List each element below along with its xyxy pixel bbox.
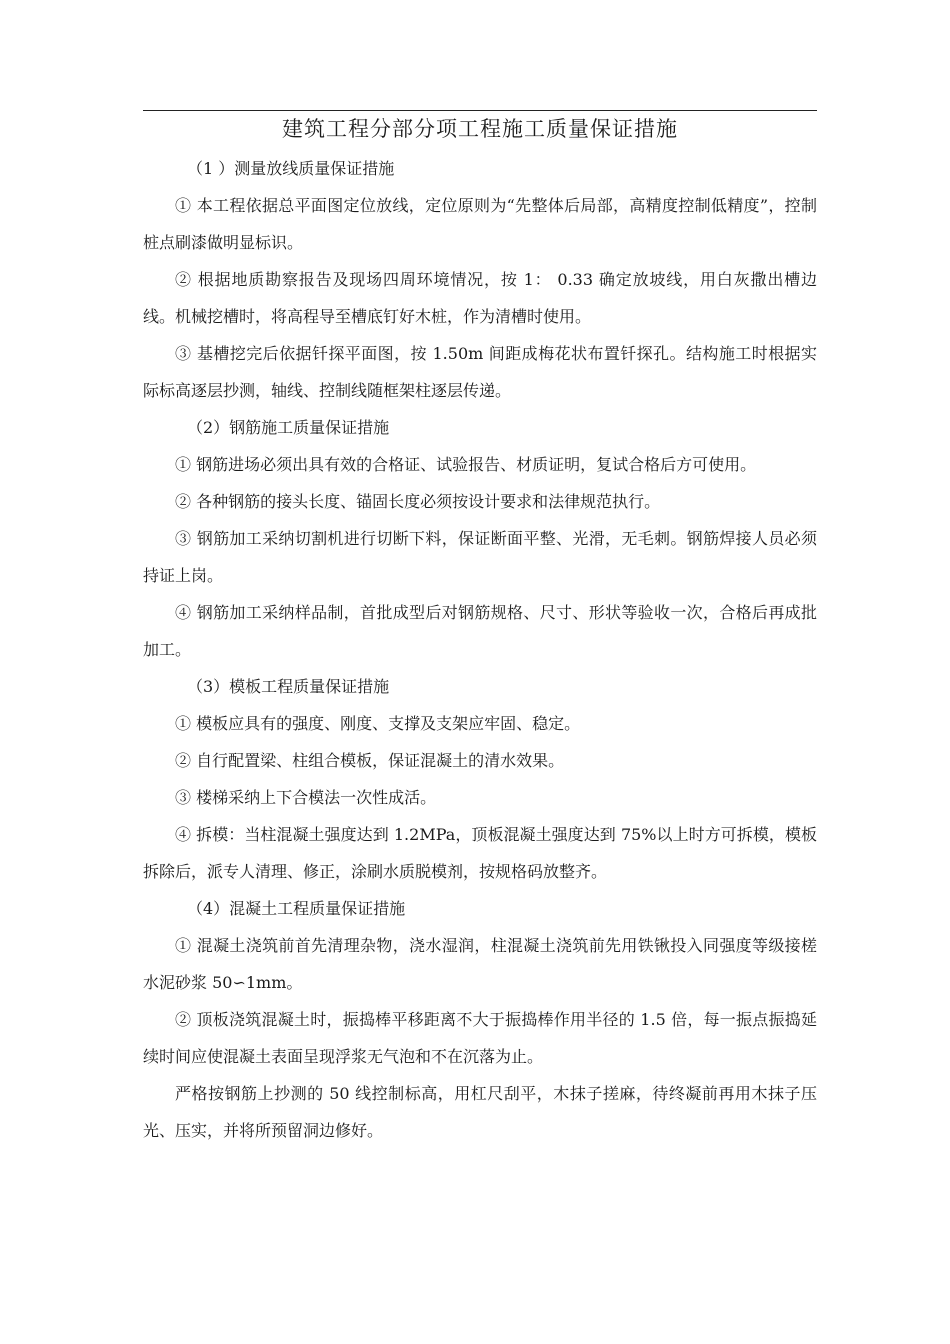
section-3 — [143, 668, 817, 890]
paragraph: ① 模板应具有的强度、刚度、支撑及支架应牢固、稳定。 — [175, 714, 581, 733]
paragraph: ③ 基槽挖完后依据钎探平面图，按 1.50m 间距成梅花状布置钎探孔。结构施工时根据实际标高逐层抄测，轴线、控制线随框架柱逐层传递。 — [143, 344, 817, 400]
section-1 — [143, 150, 817, 409]
paragraph: ② 顶板浇筑混凝土时，振捣棒平移距离不大于振捣棒作用半径的 1.5 倍，每一振点振捣延续时间应使混凝土表面呈现浮浆无气泡和不在沉落为止。 — [143, 1010, 817, 1066]
paragraph: ② 各种钢筋的接头长度、锚固长度必须按设计要求和法律规范执行。 — [175, 492, 661, 511]
section-heading: （3）模板工程质量保证措施 — [187, 677, 390, 696]
section-heading: （4）混凝土工程质量保证措施 — [187, 899, 406, 918]
section-4 — [143, 890, 817, 1149]
paragraph: ④ 拆模：当柱混凝土强度达到 1.2MPa，顶板混凝土强度达到 75%以上时方可拆模，模板拆除后，派专人清理、修正，涂刷水质脱模剂，按规格码放整齐。 — [143, 825, 817, 881]
paragraph: ③ 楼梯采纳上下合模法一次性成活。 — [175, 788, 437, 807]
section-heading: （1 ）测量放线质量保证措施 — [187, 159, 395, 178]
document-title: 建筑工程分部分项工程施工质量保证措施 — [282, 117, 678, 141]
paragraph: ① 钢筋进场必须出具有效的合格证、试验报告、材质证明，复试合格后方可使用。 — [175, 455, 757, 474]
paragraph: 严格按钢筋上抄测的 50 线控制标高，用杠尺刮平，木抹子搓麻，待终凝前再用木抹子压光、压实，并将所预留洞边修好。 — [143, 1084, 817, 1140]
section-heading: （2）钢筋施工质量保证措施 — [187, 418, 390, 437]
header-rule — [143, 110, 817, 111]
document-body — [143, 150, 817, 1149]
paragraph: ① 本工程依据总平面图定位放线，定位原则为“先整体后局部，高精度控制低精度”，控制桩点刷漆做明显标识。 — [143, 196, 817, 252]
paragraph: ④ 钢筋加工采纳样品制，首批成型后对钢筋规格、尺寸、形状等验收一次，合格后再成批加工。 — [143, 603, 817, 659]
section-2 — [143, 409, 817, 668]
paragraph: ③ 钢筋加工采纳切割机进行切断下料，保证断面平整、光滑，无毛刺。钢筋焊接人员必须持证上岗。 — [143, 529, 817, 585]
paragraph: ② 根据地质勘察报告及现场四周环境情况，按 1： 0.33 确定放坡线，用白灰撒出槽边线。机械挖槽时，将高程导至槽底钉好木桩，作为清槽时使用。 — [143, 270, 817, 326]
paragraph: ① 混凝土浇筑前首先清理杂物，浇水湿润，柱混凝土浇筑前先用铁锹投入同强度等级接槎水泥砂浆 50∽1mm。 — [143, 936, 817, 992]
paragraph: ② 自行配置梁、柱组合模板，保证混凝土的清水效果。 — [175, 751, 565, 770]
